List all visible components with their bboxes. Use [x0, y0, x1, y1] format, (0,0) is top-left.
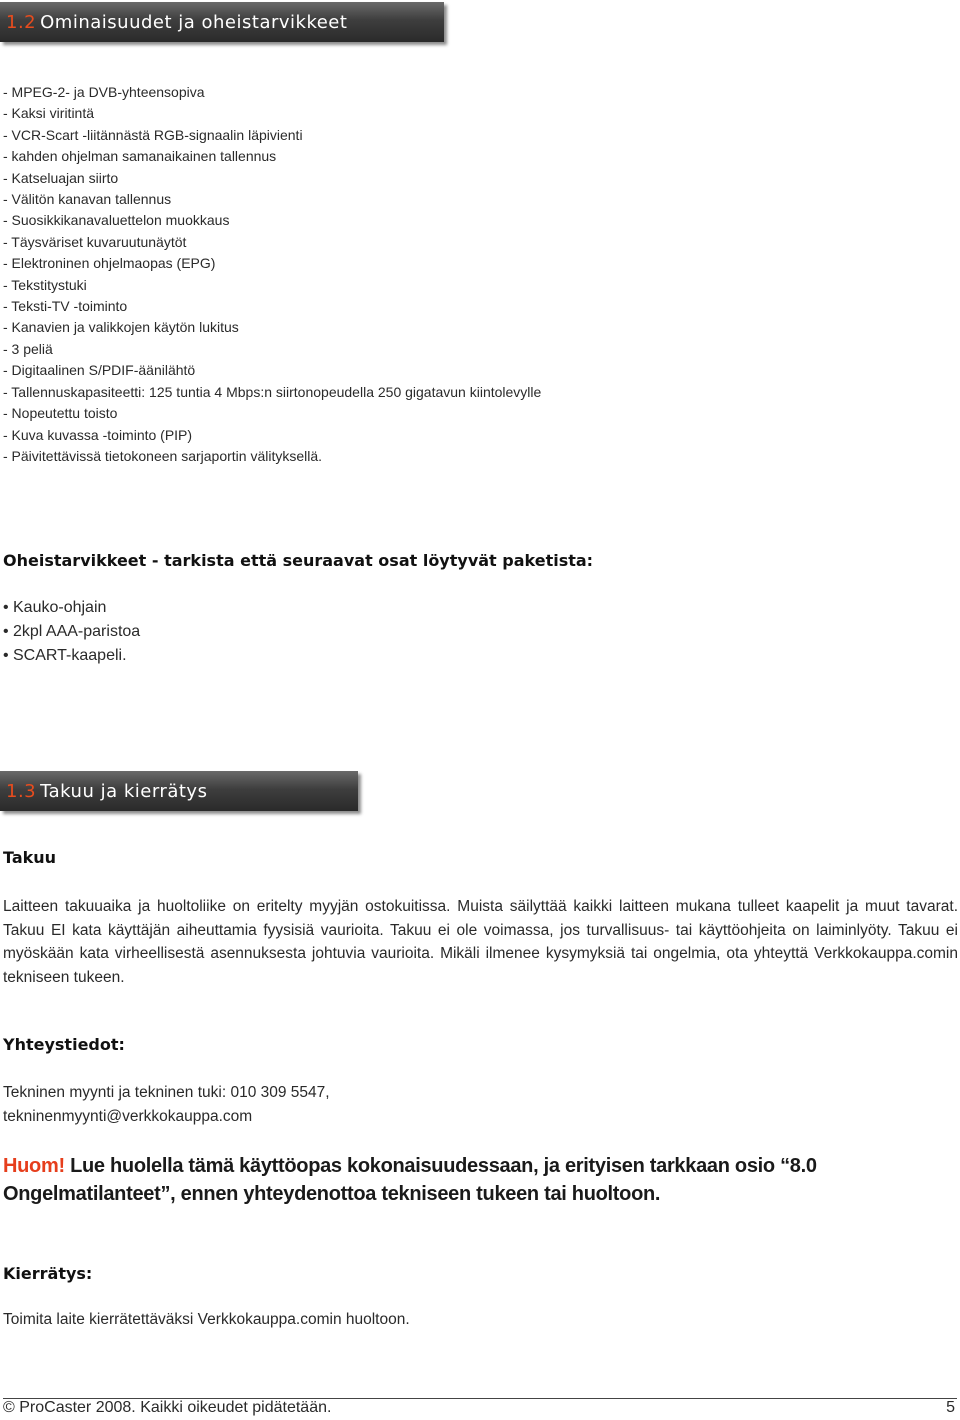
- copyright: © ProCaster 2008. Kaikki oikeudet pidätetään.: [3, 1399, 332, 1416]
- list-item: - Päivitettävissä tietokoneen sarjaportin välityksellä.: [3, 447, 323, 464]
- list-item: - Välitön kanavan tallennus: [3, 191, 172, 208]
- list-item: - Tekstitystuki: [3, 276, 87, 293]
- section-title: Ominaisuudet ja oheistarvikkeet: [40, 11, 348, 33]
- section-number: 1.2: [6, 11, 37, 33]
- accessory-label: SCART-kaapeli.: [13, 647, 127, 664]
- accessories-heading: Oheistarvikkeet - tarkista että seuraavat osat löytyvät paketista:: [3, 551, 594, 570]
- list-item: - Nopeutettu toisto: [3, 405, 118, 422]
- list-item: - MPEG-2- ja DVB-yhteensopiva: [3, 84, 205, 100]
- list-item: - Suosikkikanavaluettelon muokkaus: [3, 212, 230, 229]
- recycling-heading: Kierrätys:: [3, 1264, 93, 1283]
- list-item: - Kuva kuvassa -toiminto (PIP): [3, 426, 193, 443]
- page-number: 5: [946, 1399, 955, 1416]
- bullet-icon: •: [3, 623, 9, 640]
- accessory-label: Kauko-ohjain: [13, 599, 107, 616]
- contact-phone: Tekninen myynti ja tekninen tuki: 010 309 5547,: [3, 1084, 330, 1101]
- list-item: - kahden ohjelman samanaikainen tallennus: [3, 148, 277, 165]
- section-header-features: [0, 2, 444, 42]
- warranty-heading: Takuu: [3, 848, 57, 867]
- section-title: Takuu ja kierrätys: [40, 780, 208, 802]
- list-item: - Elektroninen ohjelmaopas (EPG): [3, 255, 216, 272]
- list-item: - Teksti-TV -toiminto: [3, 298, 128, 315]
- list-item: [3, 620, 140, 644]
- list-item: [3, 644, 140, 668]
- contact-heading: Yhteystiedot:: [3, 1035, 125, 1054]
- list-item: - Kanavien ja valikkojen käytön lukitus: [3, 319, 239, 336]
- contact-email[interactable]: tekninenmyynti@verkkokauppa.com: [3, 1108, 253, 1125]
- bullet-icon: •: [3, 599, 9, 616]
- features-list: [3, 82, 541, 467]
- notice-text: [3, 1152, 958, 1208]
- list-item: - Kaksi viritintä: [3, 105, 95, 122]
- list-item: - Täysväriset kuvaruutunäytöt: [3, 233, 187, 250]
- list-item: - VCR-Scart -liitännästä RGB-signaalin läpivienti: [3, 126, 303, 143]
- bullet-icon: •: [3, 647, 9, 664]
- list-item: [3, 596, 140, 620]
- list-item: - Tallennuskapasiteetti: 125 tuntia 4 Mbps:n siirtonopeudella 250 gigatavun kiintolevylle: [3, 383, 542, 400]
- warranty-text: Laitteen takuuaika ja huoltoliike on eritelty myyjän ostokuitissa. Muista säilyttää kaikki laitteen mukana tulleet kaapelit ja muut tavarat. Takuu EI kata käyttäjän aiheuttamia fyysisiä vaurioita. Takuu ei ole voimassa, jos turvallisuus- tai käyttöohjeita on laiminlyöty. Takuu ei myöskään kata virheellisestä asennuksesta johtuvia vaurioita. Mikäli ilmenee kysymyksiä tai ongelmia, ota yhteyttä Verkkokauppa.comin tekniseen tukeen.: [3, 898, 958, 986]
- recycling-text: Toimita laite kierrätettäväksi Verkkokauppa.comin huoltoon.: [3, 1311, 410, 1328]
- accessories-list: [3, 596, 140, 668]
- page-footer: [3, 1398, 957, 1420]
- contact-info: [3, 1081, 330, 1129]
- section-header-warranty: [0, 771, 358, 811]
- notice-body: Lue huolella tämä käyttöopas kokonaisuudessaan, ja erityisen tarkkaan osio “8.0 Ongelmatilanteet”, ennen yhteydenottoa tekniseen tukeen tai huoltoon.: [3, 1155, 817, 1205]
- accessory-label: 2kpl AAA-paristoa: [13, 623, 141, 640]
- list-item: - Katseluajan siirto: [3, 169, 119, 186]
- list-item: - 3 peliä: [3, 340, 53, 357]
- section-number: 1.3: [6, 780, 37, 802]
- notice-lead: Huom!: [3, 1155, 65, 1177]
- list-item: - Digitaalinen S/PDIF-äänilähtö: [3, 362, 196, 379]
